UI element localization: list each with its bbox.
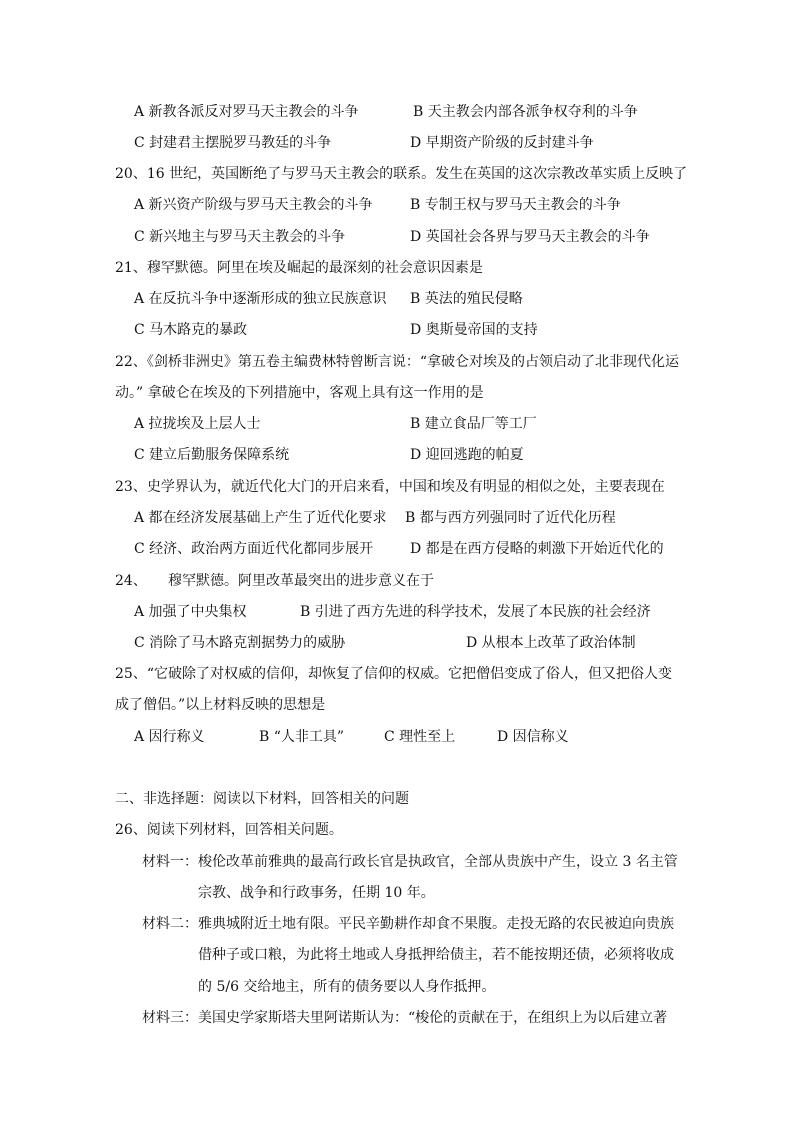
q24-option-d: D 从根本上改革了政治体制 (466, 635, 636, 651)
material-2-line2: 借种子或口粮，为此将土地或人身抵押给债主，若不能按期还债，必须将收成 (198, 947, 674, 963)
q23-stem: 23、史学界认为，就近代化大门的开启来看，中国和埃及有明显的相似之处，主要表现在 (115, 479, 665, 495)
q22-stem-line1: 22、《剑桥非洲史》第五卷主编费林特曾断言说：“拿破仑对埃及的占领启动了北非现代化运 (115, 354, 679, 370)
material-1-label: 材料一： (142, 854, 198, 870)
q24-stem: 穆罕默德。阿里改革最突出的进步意义在于 (168, 573, 434, 589)
q22-option-a: A 拉拢埃及上层人士 (134, 416, 261, 432)
q25-stem-line1: 25、“它破除了对权威的信仰，却恢复了信仰的权威。它把僧侣变成了俗人，但又把俗人变 (115, 666, 672, 682)
q20-option-b: B 专制王权与罗马天主教会的斗争 (410, 197, 621, 213)
q19-option-d: D 早期资产阶级的反封建斗争 (410, 135, 594, 151)
q22-option-b: B 建立食品厂等工厂 (410, 416, 537, 432)
q25-stem-line2: 成了僧侣。”以上材料反映的思想是 (115, 697, 326, 713)
q22-option-d: D 迎回逃跑的帕夏 (410, 447, 524, 463)
q20-option-a: A 新兴资产阶级与罗马天主教会的斗争 (134, 197, 373, 213)
q23-option-c: C 经济、政治两方面近代化都同步展开 (134, 541, 374, 557)
q25-option-c: C 理性至上 (384, 729, 456, 745)
q22-option-c: C 建立后勤服务保障系统 (134, 447, 290, 463)
q25-option-b: B “人非工具” (259, 729, 345, 745)
q24-option-b: B 引进了西方先进的科学技术，发展了本民族的社会经济 (300, 604, 651, 620)
q23-option-d: D 都是在西方侵略的刺激下开始近代化的 (410, 541, 664, 557)
q19-option-b: B 天主教会内部各派争权夺利的斗争 (413, 104, 638, 120)
q22-stem-line2: 动。” 拿破仑在埃及的下列措施中，客观上具有这一作用的是 (115, 385, 484, 401)
q21-stem: 21、穆罕默德。阿里在埃及崛起的最深刻的社会意识因素是 (115, 260, 483, 276)
q20-option-d: D 英国社会各界与罗马天主教会的斗争 (410, 229, 650, 245)
q21-option-a: A 在反抗斗争中逐渐形成的独立民族意识 (134, 291, 387, 307)
q21-option-b: B 英法的殖民侵略 (410, 291, 523, 307)
material-3-label: 材料三： (142, 1010, 198, 1026)
material-1-line2: 宗教、战争和行政事务，任期 10 年。 (198, 885, 435, 901)
material-2-line3: 的 5/6 交给地主，所有的债务要以人身作抵押。 (198, 979, 496, 995)
material-1-line1: 梭伦改革前雅典的最高行政长官是执政官，全部从贵族中产生，设立 3 名主管 (198, 854, 678, 870)
material-3-line1: 美国史学家斯塔夫里阿诺斯认为：“梭伦的贡献在于，在组织上为以后建立著 (198, 1010, 668, 1026)
material-2-line1: 雅典城附近土地有限。平民辛勤耕作却食不果腹。走投无路的农民被迫向贵族 (198, 916, 674, 932)
q19-option-a: A 新教各派反对罗马天主教会的斗争 (134, 104, 359, 120)
section-heading: 二、非选择题：阅读以下材料，回答相关的问题 (115, 791, 409, 807)
q19-option-c: C 封建君主摆脱罗马教廷的斗争 (134, 135, 332, 151)
q25-option-d: D 因信称义 (497, 729, 569, 745)
q24-option-c: C 消除了马木路克割据势力的威胁 (134, 635, 346, 651)
q26-stem: 26、阅读下列材料，回答相关问题。 (115, 822, 343, 838)
q21-option-c: C 马木路克的暴政 (134, 322, 248, 338)
material-2-label: 材料二： (142, 916, 198, 932)
q23-option-a: A 都在经济发展基础上产生了近代化要求 (134, 510, 387, 526)
q23-option-b: B 都与西方列强同时了近代化历程 (405, 510, 616, 526)
q20-stem: 20、16 世纪，英国断绝了与罗马天主教会的联系。发生在英国的这次宗教改革实质上反映了 (115, 166, 688, 182)
q24-option-a: A 加强了中央集权 (134, 604, 247, 620)
q20-option-c: C 新兴地主与罗马天主教会的斗争 (134, 229, 346, 245)
q24-number: 24、 (115, 573, 147, 589)
q25-option-a: A 因行称义 (134, 729, 205, 745)
q21-option-d: D 奥斯曼帝国的支持 (410, 322, 538, 338)
